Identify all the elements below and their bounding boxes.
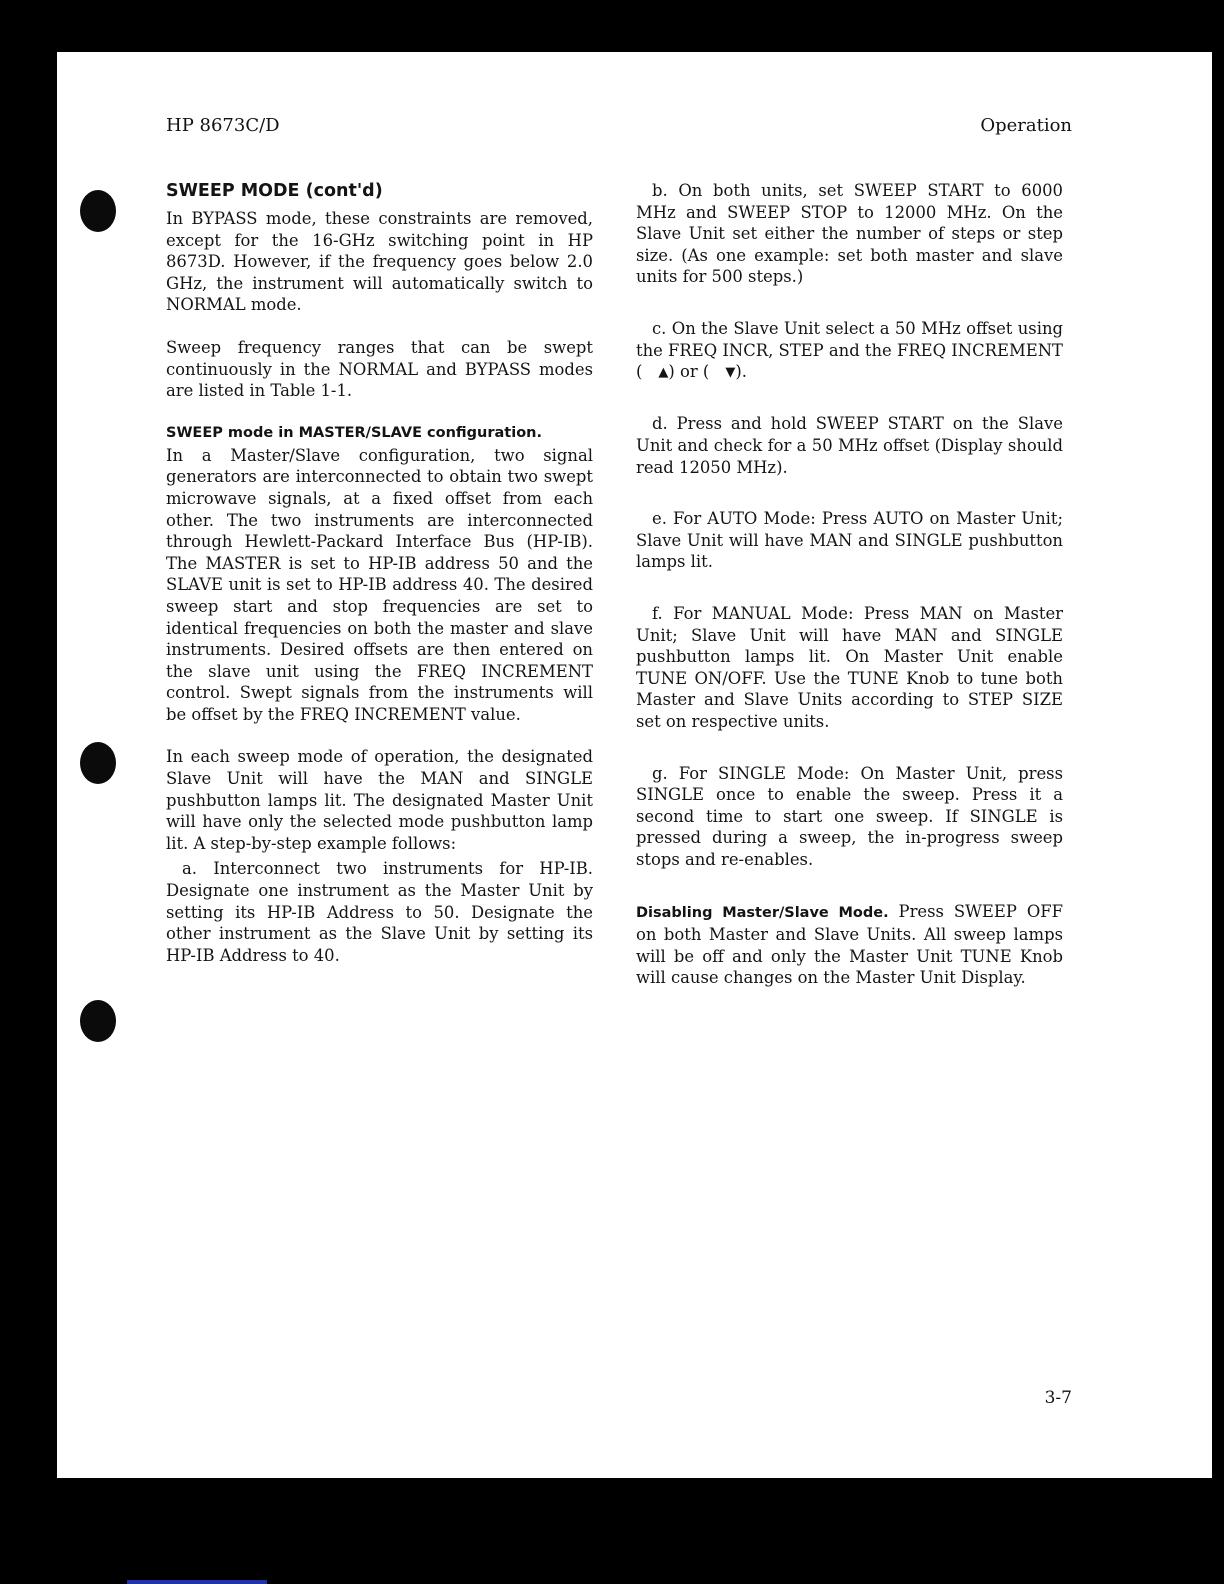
- binder-hole-icon: [80, 742, 116, 784]
- step-c-text: ).: [735, 362, 747, 382]
- paragraph: Sweep frequency ranges that can be swept continuously in the NORMAL and BYPASS modes are listed in Table 1-1.: [166, 337, 593, 401]
- scan-artifact: [127, 1580, 267, 1584]
- up-arrow-icon: ▲: [658, 364, 669, 380]
- header-section: Operation: [980, 115, 1072, 136]
- step-c-text: c. On the Slave Unit select a 50 MHz offset using the FREQ INCR, STEP and the FREQ INCREMENT (: [636, 318, 1063, 382]
- disable-heading: Disabling Master/Slave Mode.: [636, 904, 889, 921]
- paragraph: In a Master/Slave configuration, two signal generators are interconnected to obtain two swept microwave signals, at a fixed offset from each other. The two instruments are interconnected through Hewlett-Packard Interface Bus (HP-IB). The MASTER is set to HP-IB address 50 and the SLAVE unit is set to HP-IB address 40. The desired sweep start and stop frequencies are set to identical frequencies on both the master and slave instruments. Desired offsets are then entered on the slave unit using the FREQ INCREMENT control. Swept signals from the instruments will be offset by the FREQ INCREMENT value.: [166, 445, 593, 724]
- header-model: HP 8673C/D: [166, 115, 280, 136]
- paragraph: In each sweep mode of operation, the designated Slave Unit will have the MAN and SINGLE pushbutton lamps lit. The designated Master Unit will have only the selected mode pushbutton lamp lit. A step-by-step example follows:: [166, 747, 593, 853]
- section-heading: SWEEP MODE (cont'd): [166, 181, 383, 201]
- step-b: b. On both units, set SWEEP START to 6000 MHz and SWEEP STOP to 12000 MHz. On the Slave Unit set either the number of steps or step size. (As one example: set both master and slave units for 500 steps.): [636, 181, 1063, 287]
- paragraph: In BYPASS mode, these constraints are removed, except for the 16-GHz switching point in HP 8673D. However, if the frequency goes below 2.0 GHz, the instrument will automatically switch to NORMAL mode.: [166, 209, 593, 315]
- subsection-heading: SWEEP mode in MASTER/SLAVE configuration.: [166, 424, 543, 441]
- page-number: 3-7: [1044, 1388, 1072, 1408]
- disable-text: Press SWEEP OFF on both Master and Slave Units. All sweep lamps will be off and only the Master Unit TUNE Knob will cause changes on the Master Unit Display.: [636, 901, 1063, 988]
- step-c-text: ) or (: [668, 362, 710, 382]
- step-e: e. For AUTO Mode: Press AUTO on Master Unit; Slave Unit will have MAN and SINGLE pushbutton lamps lit.: [636, 509, 1063, 572]
- scan-border: [0, 0, 57, 1584]
- down-arrow-icon: ▼: [725, 364, 736, 380]
- step-d: d. Press and hold SWEEP START on the Slave Unit and check for a 50 MHz offset (Display should read 12050 MHz).: [636, 414, 1063, 477]
- step-g: g. For SINGLE Mode: On Master Unit, press SINGLE once to enable the sweep. Press it a second time to start one sweep. If SINGLE is pressed during a sweep, the in-progress sweep stops and re-enables.: [636, 763, 1063, 869]
- right-column: [636, 180, 1063, 1019]
- left-column: [166, 180, 593, 987]
- disable-paragraph: [636, 901, 1063, 989]
- step-a: a. Interconnect two instruments for HP-IB. Designate one instrument as the Master Unit by setting its HP-IB Address to 50. Designate the other instrument as the Slave Unit by setting its HP-IB Address to 40.: [166, 859, 593, 965]
- step-c: [636, 318, 1063, 383]
- binder-hole-icon: [80, 190, 116, 232]
- binder-hole-icon: [80, 1000, 116, 1042]
- step-f: f. For MANUAL Mode: Press MAN on Master Unit; Slave Unit will have MAN and SINGLE pushbutton lamps lit. On Master Unit enable TUNE ON/OFF. Use the TUNE Knob to tune both Master and Slave Units according to STEP SIZE set on respective units.: [636, 604, 1063, 731]
